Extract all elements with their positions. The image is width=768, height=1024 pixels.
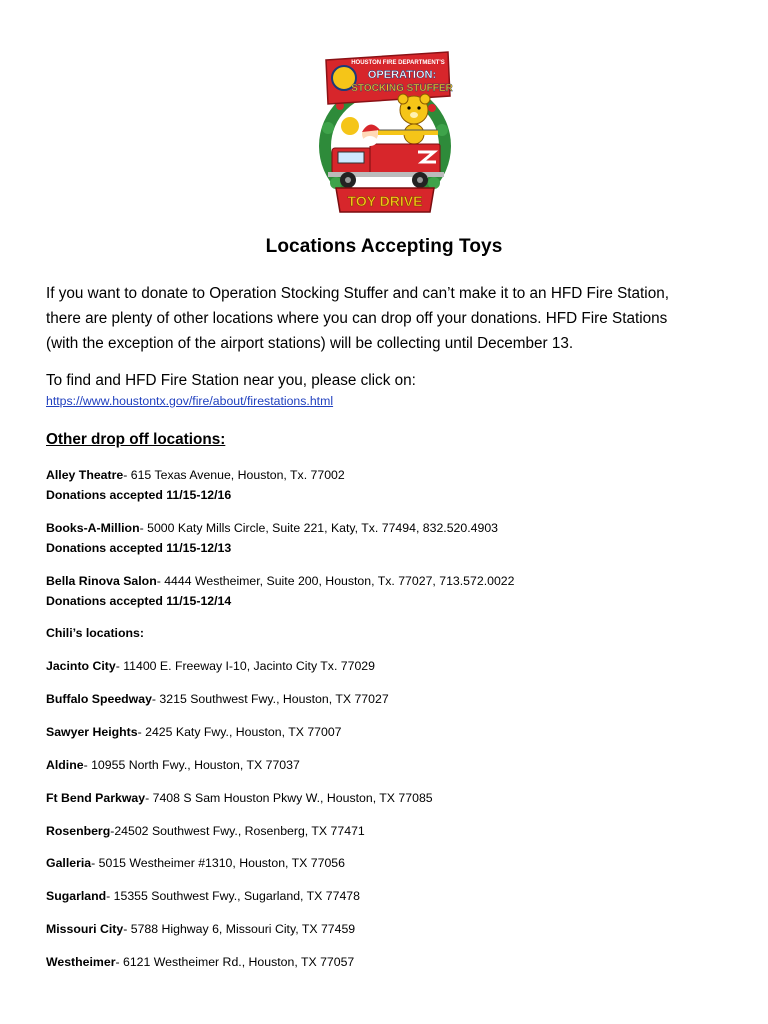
logo-graphic xyxy=(310,48,460,220)
location-address: - 5000 Katy Mills Circle, Suite 221, Katy, Tx. 77494, 832.520.4903 xyxy=(139,521,499,535)
chilis-name: Ft Bend Parkway xyxy=(46,791,146,805)
chilis-name: Rosenberg xyxy=(46,824,111,838)
donation-dates: Donations accepted 11/15-12/14 xyxy=(46,594,232,608)
chilis-location xyxy=(46,821,365,841)
chilis-location xyxy=(46,952,354,972)
chilis-heading-text: Chili’s locations: xyxy=(46,626,144,640)
logo-line1: OPERATION: xyxy=(367,69,437,81)
location-entry xyxy=(46,571,514,611)
chilis-location xyxy=(46,755,300,775)
chilis-address: - 3215 Southwest Fwy., Houston, TX 77027 xyxy=(151,692,389,706)
chilis-location xyxy=(46,689,389,709)
chilis-name: Jacinto City xyxy=(46,659,116,673)
chilis-name: Westheimer xyxy=(46,955,116,969)
chilis-name: Buffalo Speedway xyxy=(46,692,152,706)
location-entry xyxy=(46,465,345,505)
page-title: Locations Accepting Toys xyxy=(265,236,503,257)
donation-dates: Donations accepted 11/15-12/13 xyxy=(46,541,232,555)
chilis-location xyxy=(46,886,360,906)
donation-dates: Donations accepted 11/15-12/16 xyxy=(46,488,232,502)
chilis-location xyxy=(46,722,342,742)
location-name: Alley Theatre xyxy=(46,468,124,482)
chilis-address: - 2425 Katy Fwy., Houston, TX 77007 xyxy=(137,725,342,739)
chilis-address: - 5788 Highway 6, Missouri City, TX 77459 xyxy=(123,922,356,936)
chilis-location xyxy=(46,656,375,676)
chilis-address: - 7408 S Sam Houston Pkwy W., Houston, TX 77085 xyxy=(145,791,433,805)
intro-paragraph xyxy=(46,281,726,356)
chilis-location xyxy=(46,853,345,873)
chilis-name: Missouri City xyxy=(46,922,124,936)
location-name: Bella Rinova Salon xyxy=(46,574,157,588)
chilis-location xyxy=(46,788,433,808)
location-address: - 615 Texas Avenue, Houston, Tx. 77002 xyxy=(123,468,345,482)
chilis-name: Aldine xyxy=(46,758,84,772)
logo-banner-text: TOY DRIVE xyxy=(347,193,423,209)
location-address: - 4444 Westheimer, Suite 200, Houston, Tx. 77027, 713.572.0022 xyxy=(156,574,515,588)
chilis-address: -24502 Southwest Fwy., Rosenberg, TX 77471 xyxy=(110,824,365,838)
chilis-address: - 10955 North Fwy., Houston, TX 77037 xyxy=(83,758,300,772)
chilis-heading xyxy=(46,623,144,643)
chilis-name: Galleria xyxy=(46,856,92,870)
intro-line-2: there are plenty of other locations where you can drop off your donations. HFD Fire Stations xyxy=(46,310,668,327)
location-name: Books-A-Million xyxy=(46,521,140,535)
location-entry xyxy=(46,518,498,558)
other-locations-heading: Other drop off locations: xyxy=(46,431,226,448)
chilis-address: - 11400 E. Freeway I-10, Jacinto City Tx. 77029 xyxy=(115,659,375,673)
operation-stocking-stuffer-logo xyxy=(310,48,460,220)
chilis-name: Sugarland xyxy=(46,889,107,903)
intro-line-3: (with the exception of the airport stations) will be collecting until December 13. xyxy=(46,335,574,352)
chilis-address: - 15355 Southwest Fwy., Sugarland, TX 77478 xyxy=(106,889,360,903)
logo-line2: STOCKING STUFFER xyxy=(351,83,453,94)
intro-line-1: If you want to donate to Operation Stocking Stuffer and can’t make it to an HFD Fire Station, xyxy=(46,285,669,302)
find-station-text: To find and HFD Fire Station near you, please click on: xyxy=(46,372,416,389)
chilis-address: - 6121 Westheimer Rd., Houston, TX 77057 xyxy=(115,955,355,969)
chilis-address: - 5015 Westheimer #1310, Houston, TX 77056 xyxy=(91,856,345,870)
chilis-name: Sawyer Heights xyxy=(46,725,138,739)
fire-stations-link[interactable]: https://www.houstontx.gov/fire/about/firestations.html xyxy=(46,394,334,408)
logo-top-text: HOUSTON FIRE DEPARTMENT'S xyxy=(351,60,445,66)
chilis-location xyxy=(46,919,355,939)
